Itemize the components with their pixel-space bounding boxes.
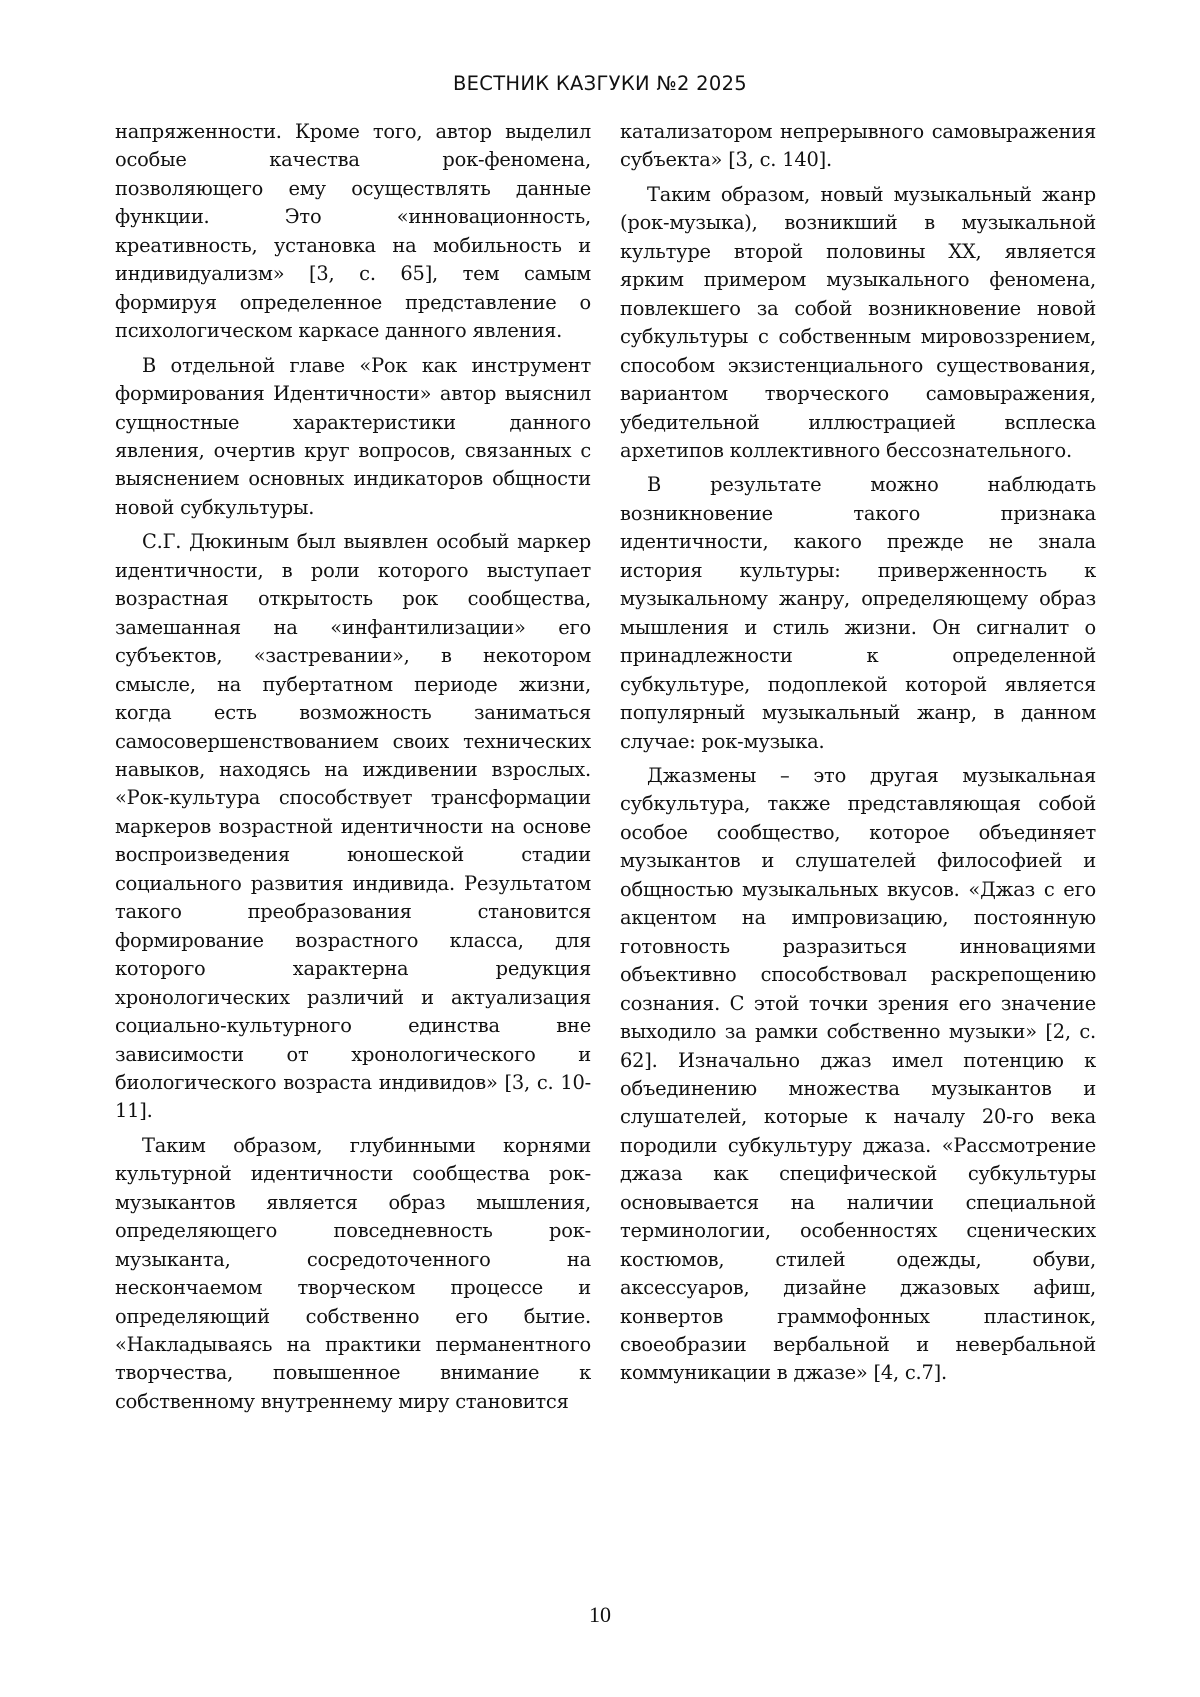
left-text-column <box>115 118 591 1422</box>
paragraph: В результате можно наблюдать возникновение такого признака идентичности, какого прежде не знала история культуры: приверженность к музыкальному жанру, определяющему образ мышления и стиль жизни. Он сигналит о принадлежности к определенной субкультуре, подоплекой которой является популярный музыкальный жанр, в данном случае: рок-музыка. <box>620 473 1096 753</box>
paragraph-continued: напряженности. Кроме того, автор выделил особые качества рок-феномена, позволяющего ему осуществлять данные функции. Это «инновационность, креативность, установка на мобильность и индивидуализм» [3, с. 65], тем самым формируя определенное представление о психологическом каркасе данного явления. <box>115 120 591 343</box>
paragraph: Таким образом, новый музыкальный жанр (рок-музыка), возникший в музыкальной культуре второй половины ХХ, является ярким примером музыкального феномена, повлекшего за собой возникновение новой субкультуры с собственным мировоззрением, способом экзистенциального существования, вариантом творческого самовыражения, убедительной иллюстрацией всплеска архетипов коллективного бессознательного. <box>620 182 1096 462</box>
paragraph: С.Г. Дюкиным был выявлен особый маркер идентичности, в роли которого выступает возрастная открытость рок сообщества, замешанная на «инфантилизации» его субъектов, «застревании», в некотором смысле, на пубертатном периоде жизни, когда есть возможность заниматься самосовершенствованием своих технических навыков, находясь на иждивении взрослых. «Рок-культура способствует трансформации маркеров возрастной идентичности на основе воспроизведения юношеской стадии социального развития индивида. Результатом такого преобразования становится формирование возрастного класса, для которого характерна редукция хронологических различий и актуализация социально-культурного единства вне зависимости от хронологического и биологического возраста индивидов» [3, с. 10-11]. <box>115 530 591 1123</box>
page-number: 10 <box>589 1602 611 1627</box>
paragraph: Джазмены – это другая музыкальная субкультура, также представляющая собой особое сообщество, которое объединяет музыкантов и слушателей философией и общностью музыкальных вкусов. «Джаз с его акцентом на импровизацию, постоянную готовность разразиться инновациями объективно способствовал раскрепощению сознания. С этой точки зрения его значение выходило за рамки собственно музыки» [2, с. 62]. Изначально джаз имел потенцию к объединению множества музыкантов и слушателей, которые к началу 20-го века породили субкультуру джаза. «Рассмотрение джаза как специфической субкультуры основывается на наличии специальной терминологии, особенностях сценических костюмов, стилей одежды, обуви, аксессуаров, дизайне джазовых афиш, конвертов граммофонных пластинок, своеобразии вербальной и невербальной коммуникации в джазе» [4, с.7]. <box>620 763 1096 1385</box>
journal-header: ВЕСТНИК КАЗГУКИ №2 2025 <box>452 72 748 95</box>
paragraph: В отдельной главе «Рок как инструмент формирования Идентичности» автор выяснил сущностные характеристики данного явления, очертив круг вопросов, связанных с выяснением основных индикаторов общности новой субкультуры. <box>115 353 591 519</box>
paragraph: Таким образом, глубинными корнями культурной идентичности сообщества рок-музыкантов является образ мышления, определяющего повседневность рок-музыканта, сосредоточенного на нескончаемом творческом процессе и определяющий собственно его бытие. «Накладываясь на практики перманентного творчества, повышенное внимание к собственному внутреннему миру становится <box>115 1133 591 1413</box>
paragraph-continued: катализатором непрерывного самовыражения субъекта» [3, с. 140]. <box>620 120 1096 172</box>
right-text-column <box>620 118 1096 1394</box>
